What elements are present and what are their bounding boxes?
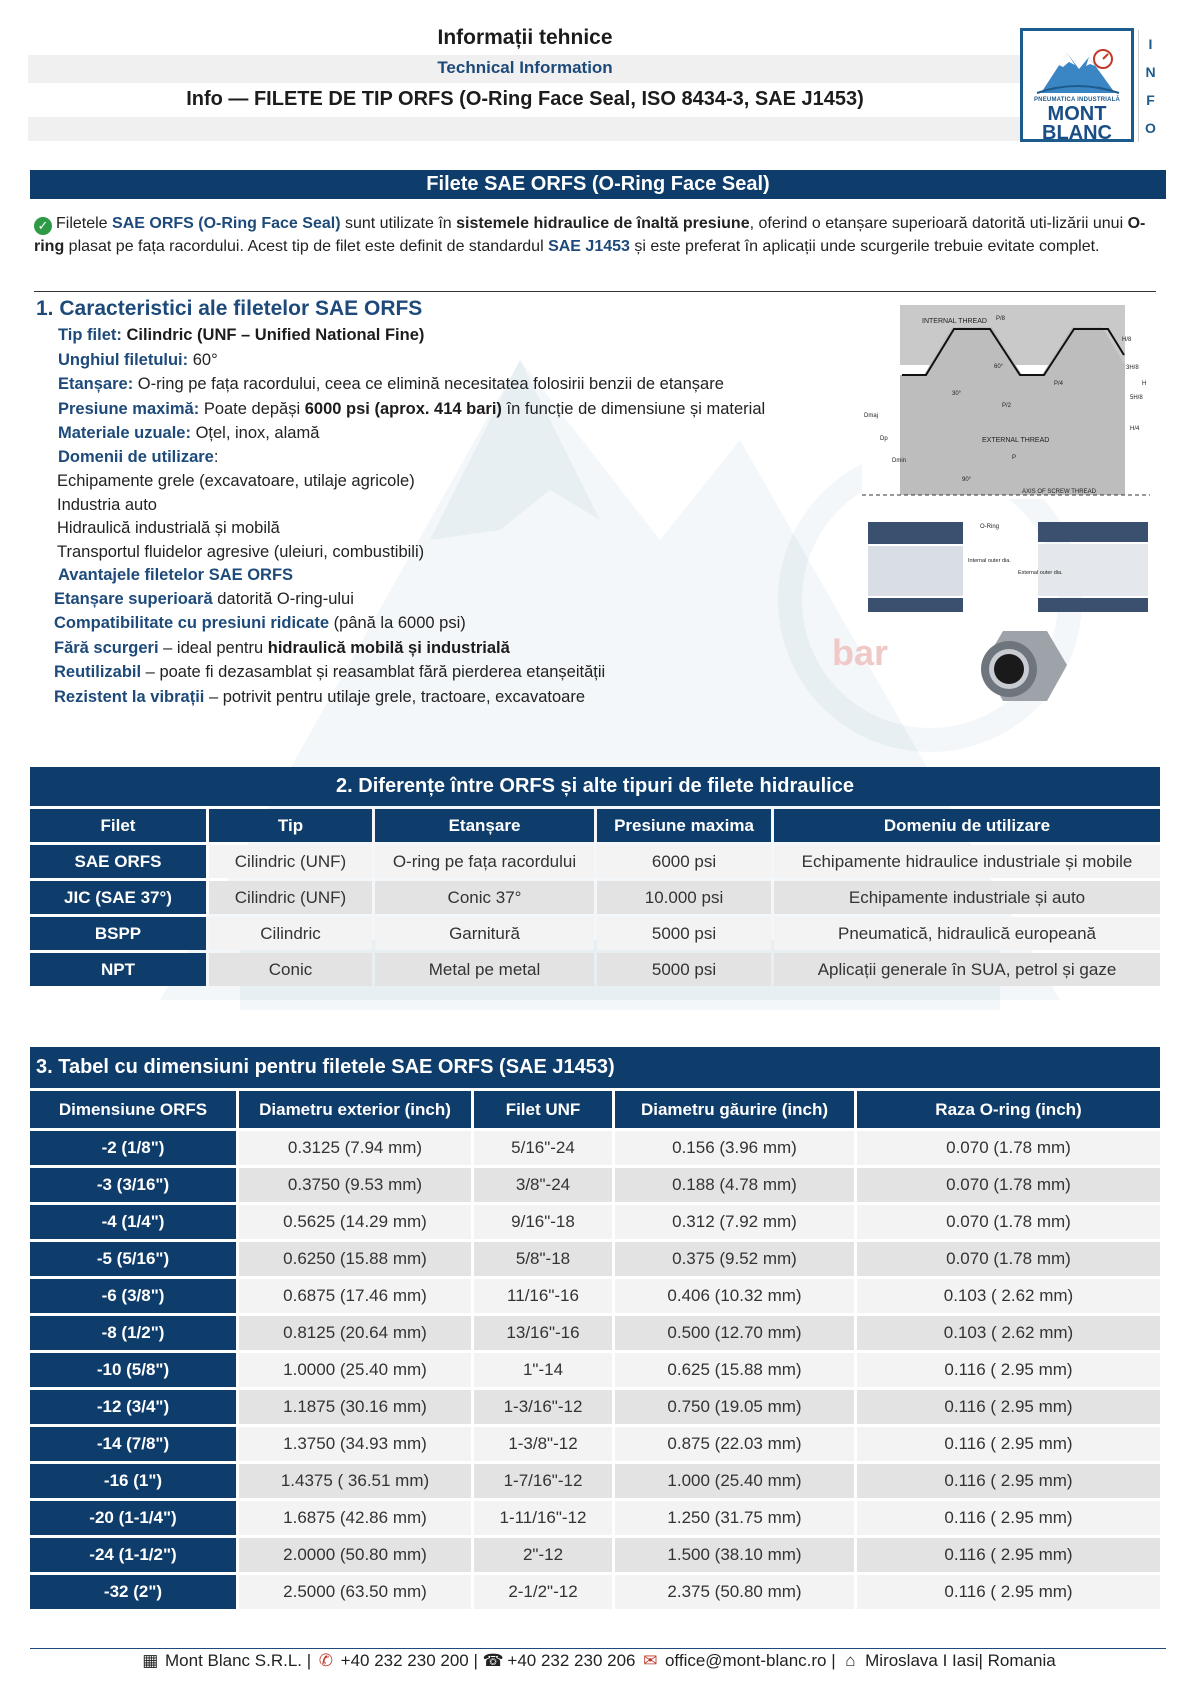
table-cell: 0.103 ( 2.62 mm)	[857, 1316, 1160, 1350]
advantage-item	[54, 639, 510, 658]
orfs-plug-image	[975, 623, 1070, 708]
table-cell: 0.116 ( 2.95 mm)	[857, 1427, 1160, 1461]
diagram-label-external: EXTERNAL THREAD	[982, 437, 1050, 444]
column-header: Filet UNF	[474, 1091, 612, 1128]
advantages-title	[58, 566, 293, 585]
spec-materials	[58, 424, 319, 443]
table-cell: 1.0000 (25.40 mm)	[239, 1353, 471, 1387]
table-cell: Metal pe metal	[375, 953, 594, 986]
spec-value: Poate depăși	[203, 400, 305, 418]
section-bar-orfs: Filete SAE ORFS (O-Ring Face Seal)	[30, 170, 1166, 199]
row-header: -20 (1-1/4")	[30, 1501, 236, 1535]
table-cell: 0.375 (9.52 mm)	[615, 1242, 854, 1276]
advantage-value: – potrivit pentru utilaje grele, tractoare, excavatoare	[204, 688, 586, 706]
spec-sealing	[58, 375, 724, 394]
table-cell: 0.406 (10.32 mm)	[615, 1279, 854, 1313]
column-header: Presiune maxima	[597, 809, 771, 842]
logo-line-2: BLANC	[1042, 122, 1112, 144]
row-header: -14 (7/8")	[30, 1427, 236, 1461]
column-header: Diametru găurire (inch)	[615, 1091, 854, 1128]
spec-value: Cilindric (UNF – Unified National Fine)	[126, 326, 425, 344]
orfs-dimensions-table	[27, 1088, 1163, 1612]
table-cell: Cilindric (UNF)	[209, 881, 372, 914]
table-cell: 0.6875 (17.46 mm)	[239, 1279, 471, 1313]
intro-bold: O-ring	[34, 215, 1146, 255]
table-cell: 0.6250 (15.88 mm)	[239, 1242, 471, 1276]
fitting-label-internal: Internal outer dia.	[968, 558, 1011, 564]
diagram-label-p4: P/4	[1054, 381, 1064, 387]
spec-colon: :	[213, 448, 219, 466]
table-cell: Garnitură	[375, 917, 594, 950]
advantage-bold: hidraulică mobilă și industrială	[267, 639, 510, 657]
table-cell: 0.3125 (7.94 mm)	[239, 1131, 471, 1165]
table-row	[30, 1242, 1160, 1276]
column-header: Dimensiune ORFS	[30, 1091, 236, 1128]
spec-value: O-ring pe fața racordului, ceea ce elimină necesitatea folosirii benzii de etanșare	[137, 375, 724, 393]
table-cell: 0.156 (3.96 mm)	[615, 1131, 854, 1165]
fitting-section-diagram	[868, 514, 1148, 614]
section2-title: 2. Diferențe între ORFS și alte tipuri de filete hidraulice	[30, 767, 1160, 806]
diagram-label-internal: INTERNAL THREAD	[922, 318, 987, 325]
spec-value: 60°	[192, 351, 218, 369]
row-header: -12 (3/4")	[30, 1390, 236, 1424]
intro-text: , oferind o etanșare superioară datorită uti-lizării unui	[749, 215, 1128, 232]
intro-text: și este preferat în aplicații unde scurgerile trebuie evitate complet.	[629, 238, 1100, 255]
info-letter: I	[1148, 36, 1153, 52]
table-row	[30, 1316, 1160, 1350]
table-row	[30, 1279, 1160, 1313]
column-header: Filet	[30, 809, 206, 842]
spec-key: Domenii de utilizare	[58, 448, 214, 466]
table-cell: 2-1/2"-12	[474, 1575, 612, 1609]
table-cell: 11/16"-16	[474, 1279, 612, 1313]
table-cell: 5/16"-24	[474, 1131, 612, 1165]
spec-value-bold: 6000 psi (aprox. 414 bari)	[304, 400, 502, 418]
footer-separator: |	[306, 1651, 312, 1670]
diagram-label-h: H	[1142, 381, 1147, 387]
table-row	[30, 1427, 1160, 1461]
column-header: Domeniu de utilizare	[774, 809, 1160, 842]
spec-key: Unghiul filetului:	[58, 351, 189, 369]
table-row	[30, 1131, 1160, 1165]
advantage-value: (până la 6000 psi)	[329, 614, 466, 632]
spec-domains	[58, 448, 218, 467]
diagram-label-h8: H/8	[1122, 337, 1132, 343]
diagram-label-angle30: 30°	[952, 391, 962, 397]
table-cell: 5000 psi	[597, 917, 771, 950]
table-cell: 1.4375 ( 36.51 mm)	[239, 1464, 471, 1498]
table-cell: 2.375 (50.80 mm)	[615, 1575, 854, 1609]
table-cell: 0.500 (12.70 mm)	[615, 1316, 854, 1350]
row-header: NPT	[30, 953, 206, 986]
info-vertical-label	[1138, 30, 1162, 142]
divider	[34, 291, 1156, 292]
thread-comparison-table	[27, 806, 1163, 989]
column-header: Tip	[209, 809, 372, 842]
table-cell: 0.103 ( 2.62 mm)	[857, 1279, 1160, 1313]
table-cell: 0.875 (22.03 mm)	[615, 1427, 854, 1461]
table-cell: 0.3750 (9.53 mm)	[239, 1168, 471, 1202]
table-cell: 0.070 (1.78 mm)	[857, 1168, 1160, 1202]
table-cell: 5/8"-18	[474, 1242, 612, 1276]
footer-fax: +40 232 230 206	[507, 1651, 636, 1670]
advantage-value: – poate fi dezasamblat și reasamblat fără pierderea etanșeității	[141, 663, 606, 681]
intro-paragraph	[34, 212, 1164, 258]
watermark-bar-text: bar	[832, 632, 889, 673]
row-header: -6 (3/8")	[30, 1279, 236, 1313]
table-row	[30, 917, 1160, 950]
column-header: Diametru exterior (inch)	[239, 1091, 471, 1128]
table-cell: Echipamente industriale și auto	[774, 881, 1160, 914]
column-header: Etanșare	[375, 809, 594, 842]
table-cell: 0.070 (1.78 mm)	[857, 1131, 1160, 1165]
table-row	[30, 1464, 1160, 1498]
footer-company: Mont Blanc S.R.L.	[165, 1651, 303, 1670]
table-cell: Pneumatică, hidraulică europeană	[774, 917, 1160, 950]
advantage-value: – ideal pentru	[158, 639, 268, 657]
intro-text: plasat pe fața racordului. Acest tip de filet este definit de standardul	[64, 238, 549, 255]
footer-divider	[30, 1648, 1166, 1649]
diagram-label-p2: P/2	[1002, 403, 1012, 409]
company-logo	[1020, 28, 1134, 142]
table-row	[30, 845, 1160, 878]
spec-key: Etanșare:	[58, 375, 134, 393]
table-cell: Conic	[209, 953, 372, 986]
table-cell: 0.070 (1.78 mm)	[857, 1205, 1160, 1239]
table-cell: 1.3750 (34.93 mm)	[239, 1427, 471, 1461]
table-cell: Cilindric	[209, 917, 372, 950]
advantage-item	[54, 663, 605, 682]
row-header: -8 (1/2")	[30, 1316, 236, 1350]
table-row	[30, 1538, 1160, 1572]
advantage-value: datorită O-ring-ului	[212, 590, 354, 608]
intro-bold: SAE J1453	[548, 238, 630, 255]
diagram-label-angle60: 60°	[994, 364, 1004, 370]
table-row	[30, 1390, 1160, 1424]
row-header: -2 (1/8")	[30, 1131, 236, 1165]
table-cell: 0.116 ( 2.95 mm)	[857, 1353, 1160, 1387]
spec-thread-type	[58, 326, 424, 345]
row-header: BSPP	[30, 917, 206, 950]
table-header-row	[30, 809, 1160, 842]
table-cell: 0.116 ( 2.95 mm)	[857, 1538, 1160, 1572]
advantage-key: Reutilizabil	[54, 663, 142, 681]
logo-name	[1023, 105, 1131, 143]
intro-text: sunt utilizate în	[340, 215, 457, 232]
diagram-label-axis: AXIS OF SCREW THREAD	[1022, 489, 1096, 495]
email-icon: ✉	[643, 1651, 658, 1670]
advantage-key: Fără scurgeri	[54, 639, 159, 657]
footer-phone: +40 232 230 200	[340, 1651, 469, 1670]
advantage-key: Etanșare superioară	[54, 590, 213, 608]
fitting-label-external: External outer dia.	[1018, 570, 1063, 576]
spec-key: Tip filet:	[58, 326, 122, 344]
table-cell: 10.000 psi	[597, 881, 771, 914]
thread-profile-diagram	[862, 305, 1150, 499]
row-header: -24 (1-1/2")	[30, 1538, 236, 1572]
intro-bold: sistemele hidraulice de înaltă presiune	[456, 215, 750, 232]
header-band-bottom	[28, 117, 1022, 141]
advantage-item	[54, 590, 354, 609]
check-circle-icon: ✓	[34, 217, 52, 235]
table-cell: 0.116 ( 2.95 mm)	[857, 1575, 1160, 1609]
table-row	[30, 953, 1160, 986]
table-cell: 1.1875 (30.16 mm)	[239, 1390, 471, 1424]
spec-pressure	[58, 400, 765, 419]
table-cell: 2"-12	[474, 1538, 612, 1572]
row-header: -16 (1")	[30, 1464, 236, 1498]
table-row	[30, 881, 1160, 914]
domain-item: Hidraulică industrială și mobilă	[57, 519, 280, 537]
spec-thread-angle	[58, 351, 218, 370]
table-cell: 9/16"-18	[474, 1205, 612, 1239]
table-cell: 0.625 (15.88 mm)	[615, 1353, 854, 1387]
footer-separator: |	[978, 1651, 983, 1670]
row-header: JIC (SAE 37°)	[30, 881, 206, 914]
diagram-label-dmaj: Dmaj	[864, 413, 879, 419]
diagram-label-p8: P/8	[996, 316, 1006, 322]
diagram-label-3h8: 3H/8	[1126, 365, 1139, 371]
diagram-label-5h8: 5H/8	[1130, 395, 1143, 401]
table-cell: Aplicații generale în SUA, petrol și gaze	[774, 953, 1160, 986]
logo-tagline: PNEUMATICA INDUSTRIALĂ	[1033, 97, 1121, 103]
table-cell: 0.312 (7.92 mm)	[615, 1205, 854, 1239]
table-cell: 1.6875 (42.86 mm)	[239, 1501, 471, 1535]
table-header-row	[30, 1091, 1160, 1128]
row-header: -10 (5/8")	[30, 1353, 236, 1387]
advantages-title-text: Avantajele filetelor SAE ORFS	[58, 566, 294, 584]
footer-address: Miroslava I Iasi	[865, 1651, 979, 1670]
row-header: -4 (1/4")	[30, 1205, 236, 1239]
info-letter: F	[1146, 92, 1155, 108]
mountain-logo-icon	[1023, 35, 1131, 99]
page-subtitle: Technical Information	[437, 58, 613, 77]
intro-text: Filetele	[56, 215, 113, 232]
table-cell: 0.5625 (14.29 mm)	[239, 1205, 471, 1239]
diagram-label-dp: Dp	[880, 436, 888, 442]
home-icon: ⌂	[845, 1651, 856, 1670]
table-cell: 0.116 ( 2.95 mm)	[857, 1390, 1160, 1424]
table-cell: 3/8"-24	[474, 1168, 612, 1202]
domain-item: Transportul fluidelor agresive (uleiuri, combustibili)	[57, 543, 425, 561]
table-row	[30, 1353, 1160, 1387]
advantage-key: Rezistent la vibrații	[54, 688, 205, 706]
spec-value: Oțel, inox, alamă	[195, 424, 320, 442]
footer	[0, 1651, 1196, 1671]
spec-value: în funcție de dimensiune și material	[501, 400, 766, 418]
diagram-label-angle90: 90°	[962, 477, 972, 483]
table-cell: 1-11/16"-12	[474, 1501, 612, 1535]
fax-icon: ☎	[482, 1651, 504, 1670]
domain-item: Echipamente grele (excavatoare, utilaje agricole)	[57, 472, 415, 490]
table-cell: 1.000 (25.40 mm)	[615, 1464, 854, 1498]
table-cell: O-ring pe fața racordului	[375, 845, 594, 878]
table-cell: 1-3/16"-12	[474, 1390, 612, 1424]
section1-title: 1. Caracteristici ale filetelor SAE ORFS	[36, 297, 423, 320]
page-title: Informații tehnice	[437, 26, 613, 49]
phone-icon: ✆	[318, 1651, 334, 1670]
table-cell: 1-3/8"-12	[474, 1427, 612, 1461]
table-cell: 0.188 (4.78 mm)	[615, 1168, 854, 1202]
info-letter: N	[1145, 64, 1156, 80]
table-cell: Conic 37°	[375, 881, 594, 914]
table-row	[30, 1205, 1160, 1239]
dimensions-table-body	[30, 1131, 1160, 1609]
table-cell: 1"-14	[474, 1353, 612, 1387]
table-cell: 5000 psi	[597, 953, 771, 986]
advantage-key: Compatibilitate cu presiuni ridicate	[54, 614, 330, 632]
row-header: SAE ORFS	[30, 845, 206, 878]
diagram-label-p: P	[1012, 455, 1017, 461]
logo-line-1: MONT	[1047, 103, 1107, 125]
table-cell: 0.116 ( 2.95 mm)	[857, 1501, 1160, 1535]
spec-key: Presiune maximă:	[58, 400, 200, 418]
table-cell: 0.8125 (20.64 mm)	[239, 1316, 471, 1350]
info-letter: O	[1145, 120, 1156, 136]
intro-bold: SAE ORFS (O-Ring Face Seal)	[112, 215, 341, 232]
table-cell: 6000 psi	[597, 845, 771, 878]
table-cell: Cilindric (UNF)	[209, 845, 372, 878]
column-header: Raza O-ring (inch)	[857, 1091, 1160, 1128]
row-header: -5 (5/16")	[30, 1242, 236, 1276]
advantage-item	[54, 614, 466, 633]
row-header: -32 (2")	[30, 1575, 236, 1609]
table-cell: 1.250 (31.75 mm)	[615, 1501, 854, 1535]
table-cell: 1-7/16"-12	[474, 1464, 612, 1498]
table-cell: 0.070 (1.78 mm)	[857, 1242, 1160, 1276]
table-row	[30, 1575, 1160, 1609]
table-cell: 1.500 (38.10 mm)	[615, 1538, 854, 1572]
info-heading: Info — FILETE DE TIP ORFS (O-Ring Face Seal, ISO 8434-3, SAE J1453)	[186, 88, 864, 110]
table-cell: 2.0000 (50.80 mm)	[239, 1538, 471, 1572]
domain-item: Industria auto	[57, 496, 157, 514]
table-cell: Echipamente hidraulice industriale și mobile	[774, 845, 1160, 878]
footer-separator: |	[831, 1651, 836, 1670]
footer-country: Romania	[987, 1651, 1056, 1670]
footer-separator: |	[473, 1651, 478, 1670]
row-header: -3 (3/16")	[30, 1168, 236, 1202]
fitting-label-oring: O-Ring	[980, 524, 1000, 530]
diagram-label-h4: H/4	[1130, 426, 1140, 432]
diagram-label-dmin: Dmin	[892, 458, 907, 464]
table-row	[30, 1501, 1160, 1535]
table-cell: 13/16"-16	[474, 1316, 612, 1350]
section3-title: 3. Tabel cu dimensiuni pentru filetele SAE ORFS (SAE J1453)	[30, 1047, 1160, 1088]
advantage-item	[54, 688, 585, 707]
spec-key: Materiale uzuale:	[58, 424, 191, 442]
table-cell: 0.116 ( 2.95 mm)	[857, 1464, 1160, 1498]
table-cell: 2.5000 (63.50 mm)	[239, 1575, 471, 1609]
footer-email[interactable]: office@mont-blanc.ro	[664, 1651, 827, 1670]
table-cell: 0.750 (19.05 mm)	[615, 1390, 854, 1424]
table-row	[30, 1168, 1160, 1202]
building-icon: ▦	[142, 1651, 159, 1670]
